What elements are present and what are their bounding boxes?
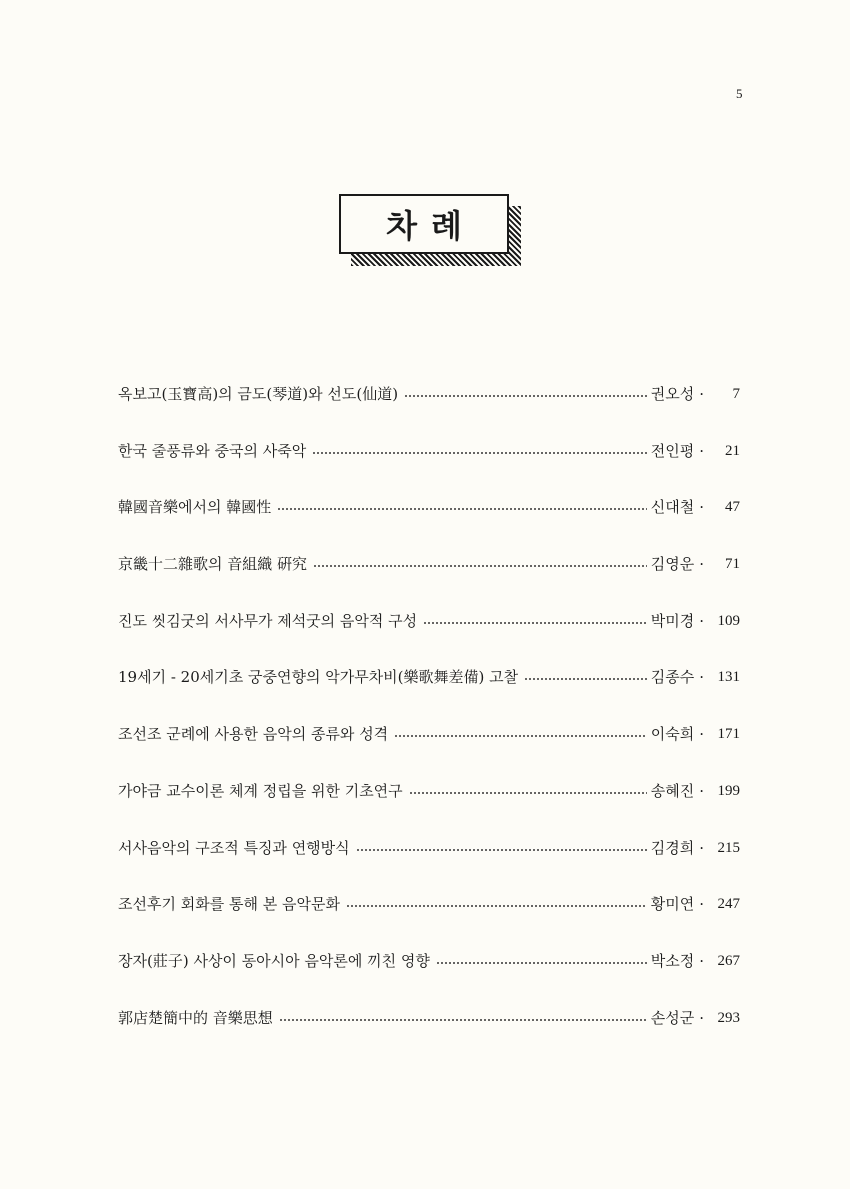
table-of-contents <box>118 384 740 1064</box>
toc-entry-separator: · <box>699 668 704 687</box>
toc-entry-title: 韓國音樂에서의 韓國性 <box>118 498 272 517</box>
toc-entry-title: 옥보고(玉寶高)의 금도(琴道)와 선도(仙道) <box>118 385 399 403</box>
contents-heading-box <box>339 194 509 260</box>
toc-entry[interactable] <box>118 838 740 895</box>
toc-entry-title: 한국 줄풍류와 중국의 사죽악 <box>118 441 307 460</box>
toc-entry-author: 박소정 <box>650 951 695 970</box>
dot-leader <box>346 894 647 908</box>
toc-entry-page-number: 171 <box>717 726 740 743</box>
toc-entry[interactable] <box>118 781 740 838</box>
toc-entry-separator: · <box>699 951 704 970</box>
toc-entry-author: 송혜진 <box>650 781 695 800</box>
toc-entry-page-number: 267 <box>717 952 740 969</box>
toc-entry-separator: · <box>699 385 704 403</box>
toc-entry-separator: · <box>699 611 704 630</box>
dot-leader <box>279 1008 647 1022</box>
dot-leader <box>394 724 647 738</box>
toc-entry-page-number: 109 <box>717 612 740 629</box>
toc-entry-separator: · <box>699 441 704 460</box>
toc-entry-separator: · <box>699 555 704 574</box>
toc-entry-page-number: 21 <box>725 442 740 459</box>
toc-entry-title: 가야금 교수이론 체계 정립을 위한 기초연구 <box>118 781 403 800</box>
toc-entry-page-number: 293 <box>717 1009 740 1026</box>
toc-entry-separator: · <box>699 781 704 800</box>
toc-entry-title: 서사음악의 구조적 특징과 연행방식 <box>118 838 350 857</box>
toc-entry-author: 박미경 <box>650 611 695 630</box>
toc-entry-author: 김경희 <box>650 838 695 857</box>
dot-leader <box>312 441 647 455</box>
dot-leader <box>409 781 647 795</box>
toc-entry[interactable] <box>118 724 740 781</box>
toc-entry-title: 조선조 군례에 사용한 음악의 종류와 성격 <box>118 725 389 744</box>
toc-entry-author: 김영운 <box>650 555 695 574</box>
toc-entry-page-number: 7 <box>732 386 740 402</box>
toc-entry-title: 조선후기 회화를 통해 본 음악문화 <box>118 895 340 914</box>
toc-entry-title: 郭店楚簡中的 音樂思想 <box>118 1008 273 1027</box>
toc-entry-page-number: 215 <box>717 839 740 856</box>
dot-leader <box>277 497 646 511</box>
toc-entry-author: 손성군 <box>650 1008 695 1027</box>
toc-entry-title: 진도 씻김굿의 서사무가 제석굿의 음악적 구성 <box>118 611 418 630</box>
page-number: 5 <box>736 86 743 101</box>
toc-entry[interactable] <box>118 611 740 668</box>
dot-leader <box>404 384 647 398</box>
toc-entry-title: 京畿十二雜歌의 音組織 硏究 <box>118 555 308 574</box>
toc-entry[interactable] <box>118 894 740 951</box>
toc-entry-title: 장자(莊子) 사상이 동아시아 음악론에 끼친 영향 <box>118 951 430 970</box>
toc-entry-author: 황미연 <box>650 895 695 914</box>
toc-entry-author: 전인평 <box>650 441 695 460</box>
dot-leader <box>423 611 647 625</box>
dot-leader <box>356 838 647 852</box>
toc-entry-author: 김종수 <box>650 668 695 687</box>
toc-entry-separator: · <box>699 838 704 857</box>
toc-entry-page-number: 247 <box>717 896 740 913</box>
toc-entry-page-number: 131 <box>717 669 740 686</box>
toc-entry-page-number: 47 <box>725 499 740 516</box>
toc-entry[interactable] <box>118 1008 740 1065</box>
toc-entry[interactable] <box>118 554 740 611</box>
toc-entry-author: 이숙희 <box>650 725 695 744</box>
toc-entry[interactable] <box>118 667 740 724</box>
toc-entry-separator: · <box>699 895 704 914</box>
page-title: 차례 <box>386 207 476 245</box>
toc-entry-page-number: 199 <box>717 782 740 799</box>
dot-leader <box>524 667 647 681</box>
toc-entry[interactable] <box>118 384 740 441</box>
toc-entry-separator: · <box>699 498 704 517</box>
toc-entry[interactable] <box>118 497 740 554</box>
toc-entry-title: 19세기 - 20세기초 궁중연향의 악가무차비(樂歌舞差備) 고찰 <box>118 668 519 687</box>
toc-entry[interactable] <box>118 441 740 498</box>
heading-frame <box>339 194 509 254</box>
toc-entry[interactable] <box>118 951 740 1008</box>
toc-entry-separator: · <box>699 1008 704 1027</box>
dot-leader <box>313 554 647 568</box>
dot-leader <box>436 951 647 965</box>
toc-entry-separator: · <box>699 725 704 744</box>
toc-entry-author: 신대철 <box>650 498 695 517</box>
toc-entry-author: 권오성 <box>650 385 695 403</box>
toc-entry-page-number: 71 <box>725 556 740 573</box>
